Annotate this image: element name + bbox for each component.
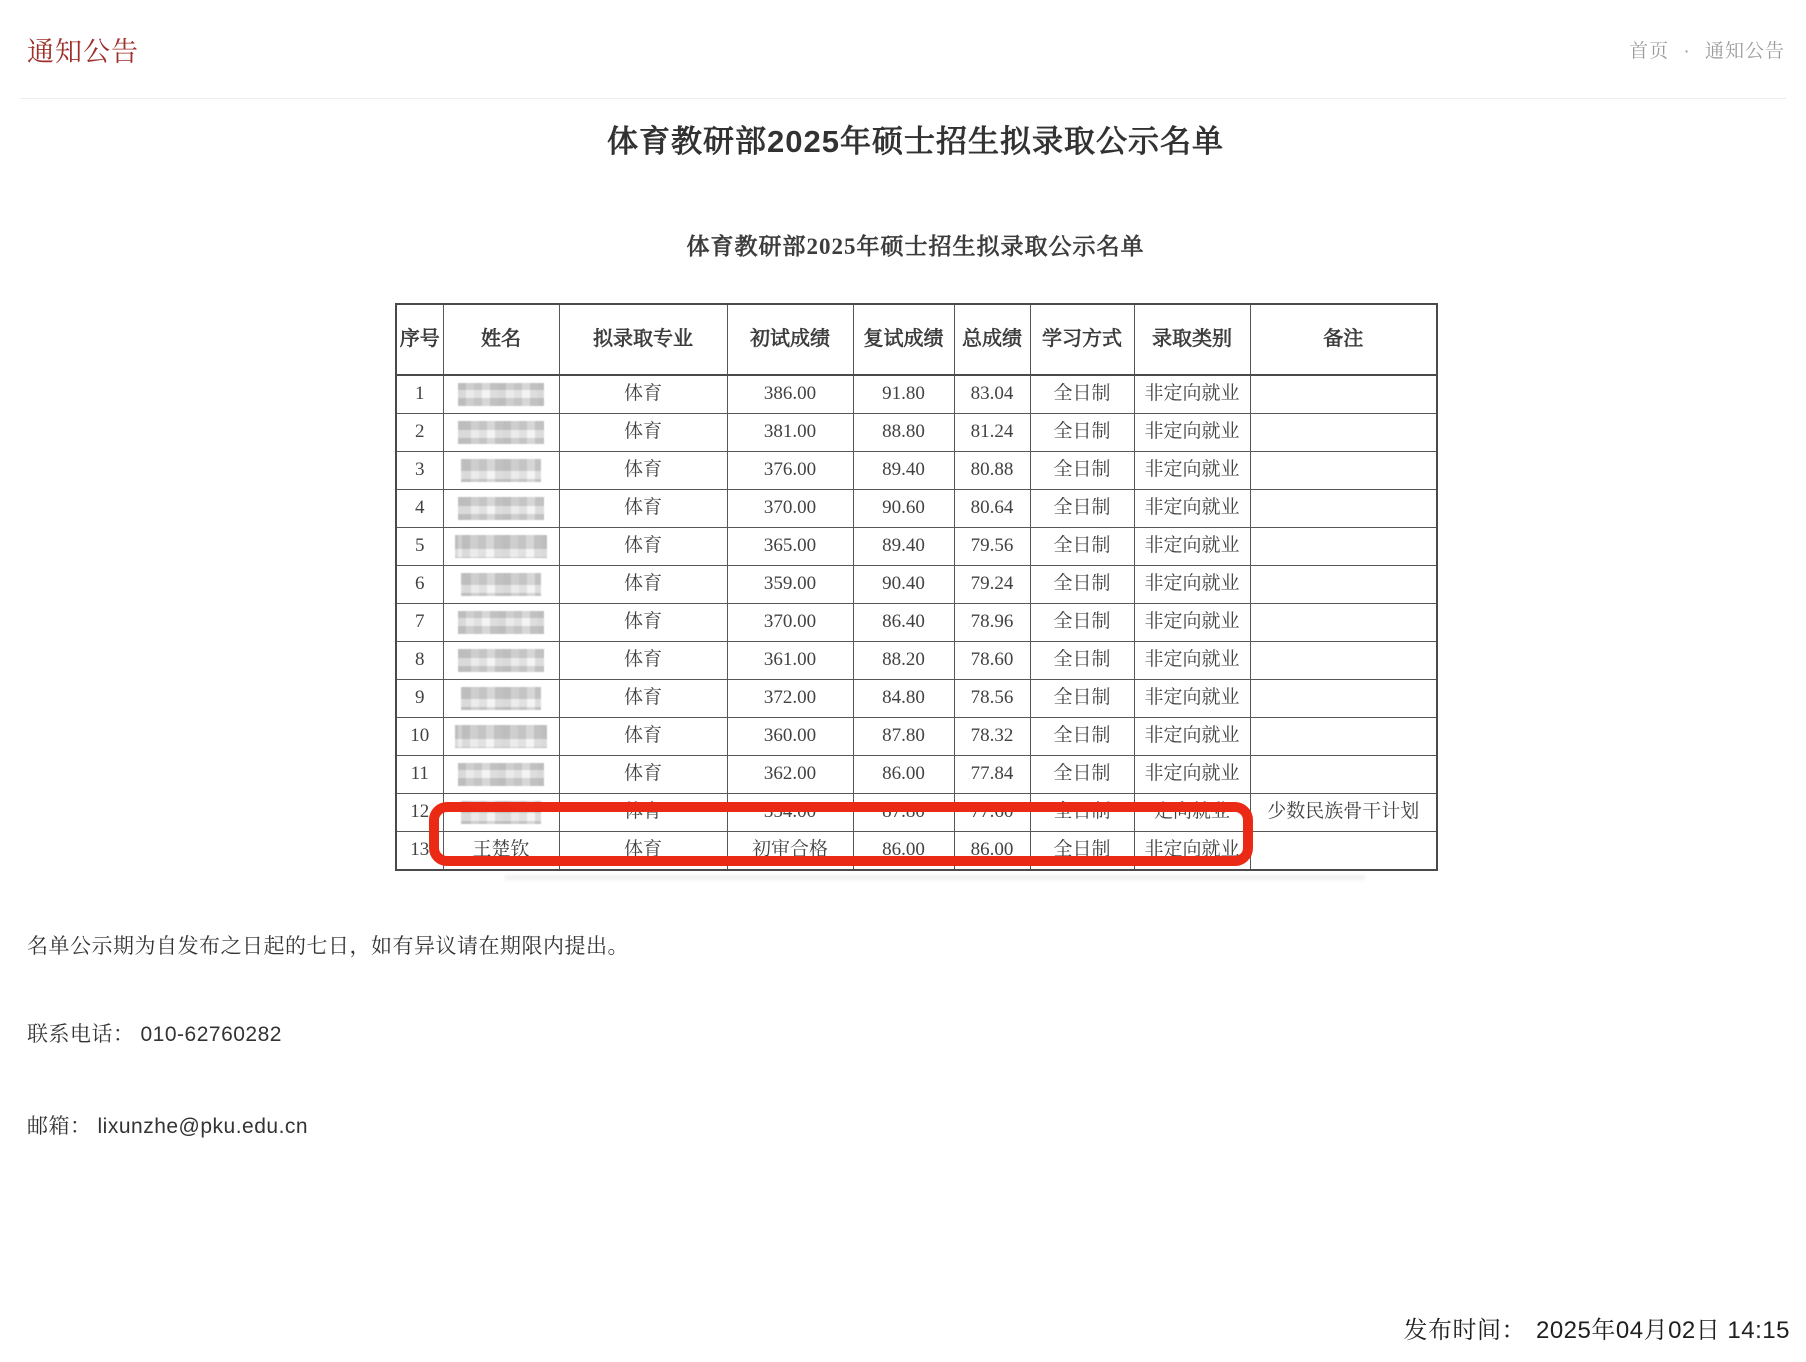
redacted-name xyxy=(458,649,544,672)
email-address: lixunzhe@pku.edu.cn xyxy=(97,1115,309,1138)
cell-mode: 全日制 xyxy=(1030,794,1134,832)
cell-no: 7 xyxy=(396,604,443,642)
cell-name xyxy=(443,452,559,490)
cell-category: 非定向就业 xyxy=(1134,528,1250,566)
cell-mode: 全日制 xyxy=(1030,566,1134,604)
cell-total: 77.60 xyxy=(954,794,1030,832)
table-row xyxy=(396,680,1437,718)
cell-major: 体育 xyxy=(559,566,727,604)
cell-retest: 88.20 xyxy=(853,642,954,680)
cell-remark xyxy=(1250,490,1437,528)
cell-remark: 少数民族骨干计划 xyxy=(1250,794,1437,832)
table-header-row xyxy=(396,304,1437,375)
cell-major: 体育 xyxy=(559,604,727,642)
table-row xyxy=(396,490,1437,528)
cell-total: 83.04 xyxy=(954,375,1030,414)
cell-major: 体育 xyxy=(559,490,727,528)
cell-mode: 全日制 xyxy=(1030,680,1134,718)
cell-no: 9 xyxy=(396,680,443,718)
redacted-name xyxy=(461,801,541,824)
cell-initial: 370.00 xyxy=(727,490,853,528)
phone-number: 010-62760282 xyxy=(140,1023,282,1046)
cell-major: 体育 xyxy=(559,794,727,832)
cell-initial: 354.00 xyxy=(727,794,853,832)
redacted-name xyxy=(458,497,544,520)
cell-name xyxy=(443,375,559,414)
table-row xyxy=(396,718,1437,756)
publish-time xyxy=(1403,1310,1790,1345)
cell-major: 体育 xyxy=(559,452,727,490)
cell-name xyxy=(443,718,559,756)
cell-remark xyxy=(1250,832,1437,871)
cell-category: 非定向就业 xyxy=(1134,566,1250,604)
cell-mode: 全日制 xyxy=(1030,756,1134,794)
cell-mode: 全日制 xyxy=(1030,414,1134,452)
redacted-name xyxy=(461,573,541,596)
cell-name xyxy=(443,642,559,680)
cell-name xyxy=(443,566,559,604)
cell-category: 定向就业 xyxy=(1134,794,1250,832)
redacted-name xyxy=(455,535,547,558)
cell-retest: 90.60 xyxy=(853,490,954,528)
cell-major: 体育 xyxy=(559,680,727,718)
column-header: 拟录取专业 xyxy=(559,304,727,375)
column-header: 总成绩 xyxy=(954,304,1030,375)
cell-name xyxy=(443,680,559,718)
column-header: 初试成绩 xyxy=(727,304,853,375)
cell-initial: 370.00 xyxy=(727,604,853,642)
cell-mode: 全日制 xyxy=(1030,718,1134,756)
publish-time-label: 发布时间： xyxy=(1403,1317,1526,1344)
cell-no: 1 xyxy=(396,375,443,414)
cell-remark xyxy=(1250,756,1437,794)
column-header: 备注 xyxy=(1250,304,1437,375)
cell-mode: 全日制 xyxy=(1030,642,1134,680)
cell-total: 77.84 xyxy=(954,756,1030,794)
cell-mode: 全日制 xyxy=(1030,490,1134,528)
cell-initial: 361.00 xyxy=(727,642,853,680)
cell-major: 体育 xyxy=(559,642,727,680)
column-header: 序号 xyxy=(396,304,443,375)
redacted-name xyxy=(458,421,544,444)
cell-initial: 365.00 xyxy=(727,528,853,566)
table-title: 体育教研部2025年硕士招生拟录取公示名单 xyxy=(686,234,1145,259)
redacted-name xyxy=(455,725,547,748)
redacted-name xyxy=(458,763,544,786)
cell-name xyxy=(443,756,559,794)
cell-mode: 全日制 xyxy=(1030,452,1134,490)
announcement-title: 体育教研部2025年硕士招生拟录取公示名单 xyxy=(607,124,1224,159)
cell-major: 体育 xyxy=(559,718,727,756)
contact-phone-line xyxy=(27,1018,282,1048)
admission-table-wrap xyxy=(395,303,1436,871)
cell-name xyxy=(443,794,559,832)
cell-initial: 381.00 xyxy=(727,414,853,452)
cell-initial: 初审合格 xyxy=(727,832,853,871)
cell-initial: 376.00 xyxy=(727,452,853,490)
table-row xyxy=(396,794,1437,832)
cell-name xyxy=(443,528,559,566)
cell-total: 80.64 xyxy=(954,490,1030,528)
table-row xyxy=(396,452,1437,490)
cell-no: 13 xyxy=(396,832,443,871)
cell-total: 79.24 xyxy=(954,566,1030,604)
cell-retest: 91.80 xyxy=(853,375,954,414)
redacted-name xyxy=(461,459,541,482)
contact-email-line xyxy=(27,1110,308,1140)
table-row xyxy=(396,375,1437,414)
cell-mode: 全日制 xyxy=(1030,528,1134,566)
breadcrumb-current: 通知公告 xyxy=(1704,41,1785,62)
publicity-note: 名单公示期为自发布之日起的七日，如有异议请在期限内提出。 xyxy=(27,935,629,958)
column-header: 录取类别 xyxy=(1134,304,1250,375)
cell-total: 78.60 xyxy=(954,642,1030,680)
admission-table xyxy=(395,303,1438,871)
publish-time-value: 2025年04月02日 14:15 xyxy=(1535,1317,1790,1344)
header-divider xyxy=(20,98,1786,99)
table-row xyxy=(396,756,1437,794)
cell-no: 11 xyxy=(396,756,443,794)
cell-mode: 全日制 xyxy=(1030,832,1134,871)
cell-category: 非定向就业 xyxy=(1134,375,1250,414)
cell-name xyxy=(443,490,559,528)
cell-no: 4 xyxy=(396,490,443,528)
cell-total: 81.24 xyxy=(954,414,1030,452)
breadcrumb-separator: · xyxy=(1683,41,1691,62)
table-row xyxy=(396,604,1437,642)
cell-major: 体育 xyxy=(559,414,727,452)
cell-name: 王楚钦 xyxy=(443,832,559,871)
cell-retest: 86.00 xyxy=(853,756,954,794)
cell-initial: 362.00 xyxy=(727,756,853,794)
cell-category: 非定向就业 xyxy=(1134,756,1250,794)
cell-category: 非定向就业 xyxy=(1134,414,1250,452)
cell-category: 非定向就业 xyxy=(1134,680,1250,718)
cell-mode: 全日制 xyxy=(1030,375,1134,414)
cell-retest: 89.40 xyxy=(853,528,954,566)
cell-initial: 359.00 xyxy=(727,566,853,604)
email-label: 邮箱： xyxy=(27,1115,92,1138)
cell-major: 体育 xyxy=(559,375,727,414)
cell-initial: 372.00 xyxy=(727,680,853,718)
cell-major: 体育 xyxy=(559,528,727,566)
cell-retest: 89.40 xyxy=(853,452,954,490)
cell-retest: 88.80 xyxy=(853,414,954,452)
cell-total: 79.56 xyxy=(954,528,1030,566)
cell-category: 非定向就业 xyxy=(1134,642,1250,680)
cell-retest: 87.80 xyxy=(853,718,954,756)
cell-initial: 386.00 xyxy=(727,375,853,414)
cell-no: 2 xyxy=(396,414,443,452)
phone-label: 联系电话： xyxy=(27,1023,135,1046)
cell-retest: 87.80 xyxy=(853,794,954,832)
table-row-highlighted xyxy=(396,832,1437,871)
column-header: 姓名 xyxy=(443,304,559,375)
cell-retest: 90.40 xyxy=(853,566,954,604)
column-header: 学习方式 xyxy=(1030,304,1134,375)
cell-total: 80.88 xyxy=(954,452,1030,490)
cell-remark xyxy=(1250,528,1437,566)
cell-remark xyxy=(1250,604,1437,642)
scan-shadow xyxy=(505,875,1365,880)
cell-category: 非定向就业 xyxy=(1134,832,1250,871)
cell-no: 5 xyxy=(396,528,443,566)
cell-remark xyxy=(1250,566,1437,604)
cell-total: 78.32 xyxy=(954,718,1030,756)
cell-remark xyxy=(1250,642,1437,680)
cell-category: 非定向就业 xyxy=(1134,490,1250,528)
cell-remark xyxy=(1250,414,1437,452)
cell-retest: 86.40 xyxy=(853,604,954,642)
cell-remark xyxy=(1250,375,1437,414)
table-row xyxy=(396,566,1437,604)
cell-no: 12 xyxy=(396,794,443,832)
table-row xyxy=(396,414,1437,452)
cell-no: 3 xyxy=(396,452,443,490)
cell-no: 8 xyxy=(396,642,443,680)
cell-retest: 86.00 xyxy=(853,832,954,871)
column-header: 复试成绩 xyxy=(853,304,954,375)
cell-remark xyxy=(1250,452,1437,490)
cell-total: 86.00 xyxy=(954,832,1030,871)
cell-total: 78.56 xyxy=(954,680,1030,718)
cell-category: 非定向就业 xyxy=(1134,452,1250,490)
cell-category: 非定向就业 xyxy=(1134,718,1250,756)
cell-name xyxy=(443,414,559,452)
redacted-name xyxy=(458,611,544,634)
cell-initial: 360.00 xyxy=(727,718,853,756)
redacted-name xyxy=(458,383,544,406)
cell-mode: 全日制 xyxy=(1030,604,1134,642)
cell-no: 6 xyxy=(396,566,443,604)
cell-retest: 84.80 xyxy=(853,680,954,718)
cell-name xyxy=(443,604,559,642)
redacted-name xyxy=(461,687,541,710)
cell-remark xyxy=(1250,718,1437,756)
cell-total: 78.96 xyxy=(954,604,1030,642)
cell-major: 体育 xyxy=(559,756,727,794)
page-title: 通知公告 xyxy=(27,37,139,67)
cell-category: 非定向就业 xyxy=(1134,604,1250,642)
breadcrumb-home-link[interactable]: 首页 xyxy=(1629,41,1670,62)
table-row xyxy=(396,528,1437,566)
cell-remark xyxy=(1250,680,1437,718)
cell-major: 体育 xyxy=(559,832,727,871)
cell-no: 10 xyxy=(396,718,443,756)
table-row xyxy=(396,642,1437,680)
breadcrumb xyxy=(1629,36,1785,63)
